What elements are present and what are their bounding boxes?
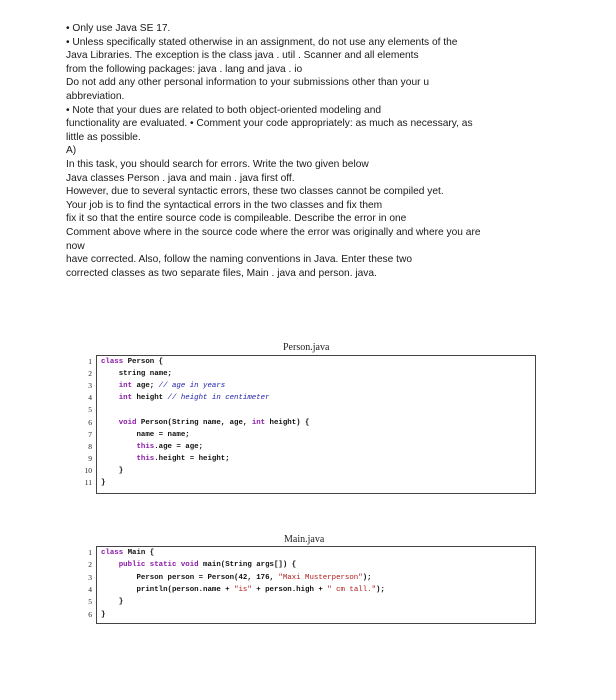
code-token: } <box>101 610 106 619</box>
line-number: 10 <box>84 465 92 475</box>
line-number: 9 <box>88 453 92 463</box>
code-line <box>101 358 163 366</box>
code-token: // height in centimeter <box>167 394 270 403</box>
instruction-line: Your job is to find the syntactical errors in the two classes and fix them <box>66 199 383 211</box>
code-token: " cm tall." <box>327 585 377 594</box>
code-token: } <box>101 466 124 475</box>
line-number: 1 <box>88 548 92 557</box>
code-token: Person person = Person(42, 176, <box>101 573 279 582</box>
instruction-line: • Unless specifically stated otherwise in an assignment, do not use any elements of the <box>66 36 458 48</box>
instructions-text <box>66 22 546 280</box>
instruction-line: In this task, you should search for errors. Write the two given below <box>66 158 369 170</box>
code-token: + person.high + <box>251 585 328 594</box>
code-token: public static void <box>101 561 199 570</box>
line-number: 8 <box>88 441 92 451</box>
line-number: 4 <box>88 584 92 594</box>
instruction-line: fix it so that the entire source code is compileable. Describe the error in one <box>66 213 407 225</box>
code-token: int <box>101 394 133 403</box>
main-code-box <box>96 546 536 624</box>
line-number: 6 <box>88 609 92 619</box>
code-token: int <box>101 382 133 391</box>
line-number: 2 <box>88 560 92 570</box>
code-token: } <box>101 479 106 487</box>
code-token: string name; <box>101 370 172 379</box>
code-token: age; <box>132 382 159 391</box>
instruction-line: Java classes Person . java and main . java first off. <box>66 172 295 184</box>
code-token: height <box>132 394 168 403</box>
code-line <box>101 443 203 451</box>
code-token: println(person.name + <box>101 585 235 594</box>
line-number: 4 <box>88 393 92 403</box>
instruction-line: little as possible. <box>66 131 141 143</box>
code-line <box>101 598 123 606</box>
instruction-line: Java Libraries. The exception is the class java . util . Scanner and all elements <box>66 50 419 62</box>
line-number: 11 <box>84 478 92 487</box>
code-line <box>101 611 105 619</box>
code-line <box>101 419 309 427</box>
code-line <box>101 431 190 439</box>
line-number: 6 <box>88 417 92 427</box>
instruction-line: • Only use Java SE 17. <box>66 23 171 34</box>
code-token: this <box>101 442 155 451</box>
main-file-title: Main.java <box>284 534 325 545</box>
code-token: void <box>101 418 137 427</box>
instruction-line: now <box>66 240 85 252</box>
code-line <box>101 549 154 557</box>
person-file-title: Person.java <box>283 342 330 353</box>
code-token: Person { <box>123 358 164 366</box>
code-token: int <box>251 418 266 427</box>
code-token: this <box>101 454 155 463</box>
code-line <box>101 479 105 487</box>
code-token: class <box>101 358 124 366</box>
line-number: 7 <box>88 429 92 439</box>
person-code-box <box>96 355 536 494</box>
instruction-line: Comment above where in the source code where the error was originally and where you are <box>66 226 481 238</box>
code-line <box>101 370 172 378</box>
instruction-line: • Note that your dues are related to both object-oriented modeling and <box>66 104 382 116</box>
instruction-line: However, due to several syntactic errors, these two classes cannot be compiled yet. <box>66 186 444 198</box>
code-token: class <box>101 549 124 557</box>
instruction-line: have corrected. Also, follow the naming conventions in Java. Enter these two <box>66 254 413 266</box>
code-token: } <box>101 598 124 607</box>
line-number: 3 <box>88 381 92 391</box>
code-token: ); <box>362 573 372 582</box>
instruction-line: corrected classes as two separate files, Main . java and person. java. <box>66 267 377 279</box>
line-number: 3 <box>88 572 92 582</box>
code-token: .height = height; <box>154 454 230 463</box>
code-token: main(String args[]) { <box>198 561 297 570</box>
line-number: 5 <box>88 597 92 607</box>
instruction-line: A) <box>66 145 77 157</box>
code-line <box>101 574 372 582</box>
code-line <box>101 586 385 594</box>
code-token: height) { <box>265 418 310 427</box>
code-line <box>101 561 296 569</box>
code-line <box>101 382 225 390</box>
code-line <box>101 394 270 402</box>
code-line <box>101 467 123 475</box>
code-token: name = name; <box>101 430 190 439</box>
line-number: 2 <box>88 369 92 379</box>
instruction-line: from the following packages: java . lang and java . io <box>66 63 303 75</box>
code-token: Person(String name, age, <box>136 418 252 427</box>
line-number: 1 <box>88 357 92 366</box>
code-token: "Maxi Musterperson" <box>278 573 363 582</box>
code-token: "is" <box>234 585 252 594</box>
code-token: ); <box>376 585 385 594</box>
instruction-line: functionality are evaluated. • Comment your code appropriately: as much as necessary, as <box>66 118 473 130</box>
code-token: .age = age; <box>154 442 204 451</box>
instruction-line: Do not add any other personal information to your submissions other than your u <box>66 77 429 89</box>
code-line <box>101 455 230 463</box>
code-token: Main { <box>123 549 155 557</box>
line-number: 5 <box>88 405 92 415</box>
instruction-line: abbreviation. <box>66 90 125 102</box>
code-token: // age in years <box>158 382 226 391</box>
